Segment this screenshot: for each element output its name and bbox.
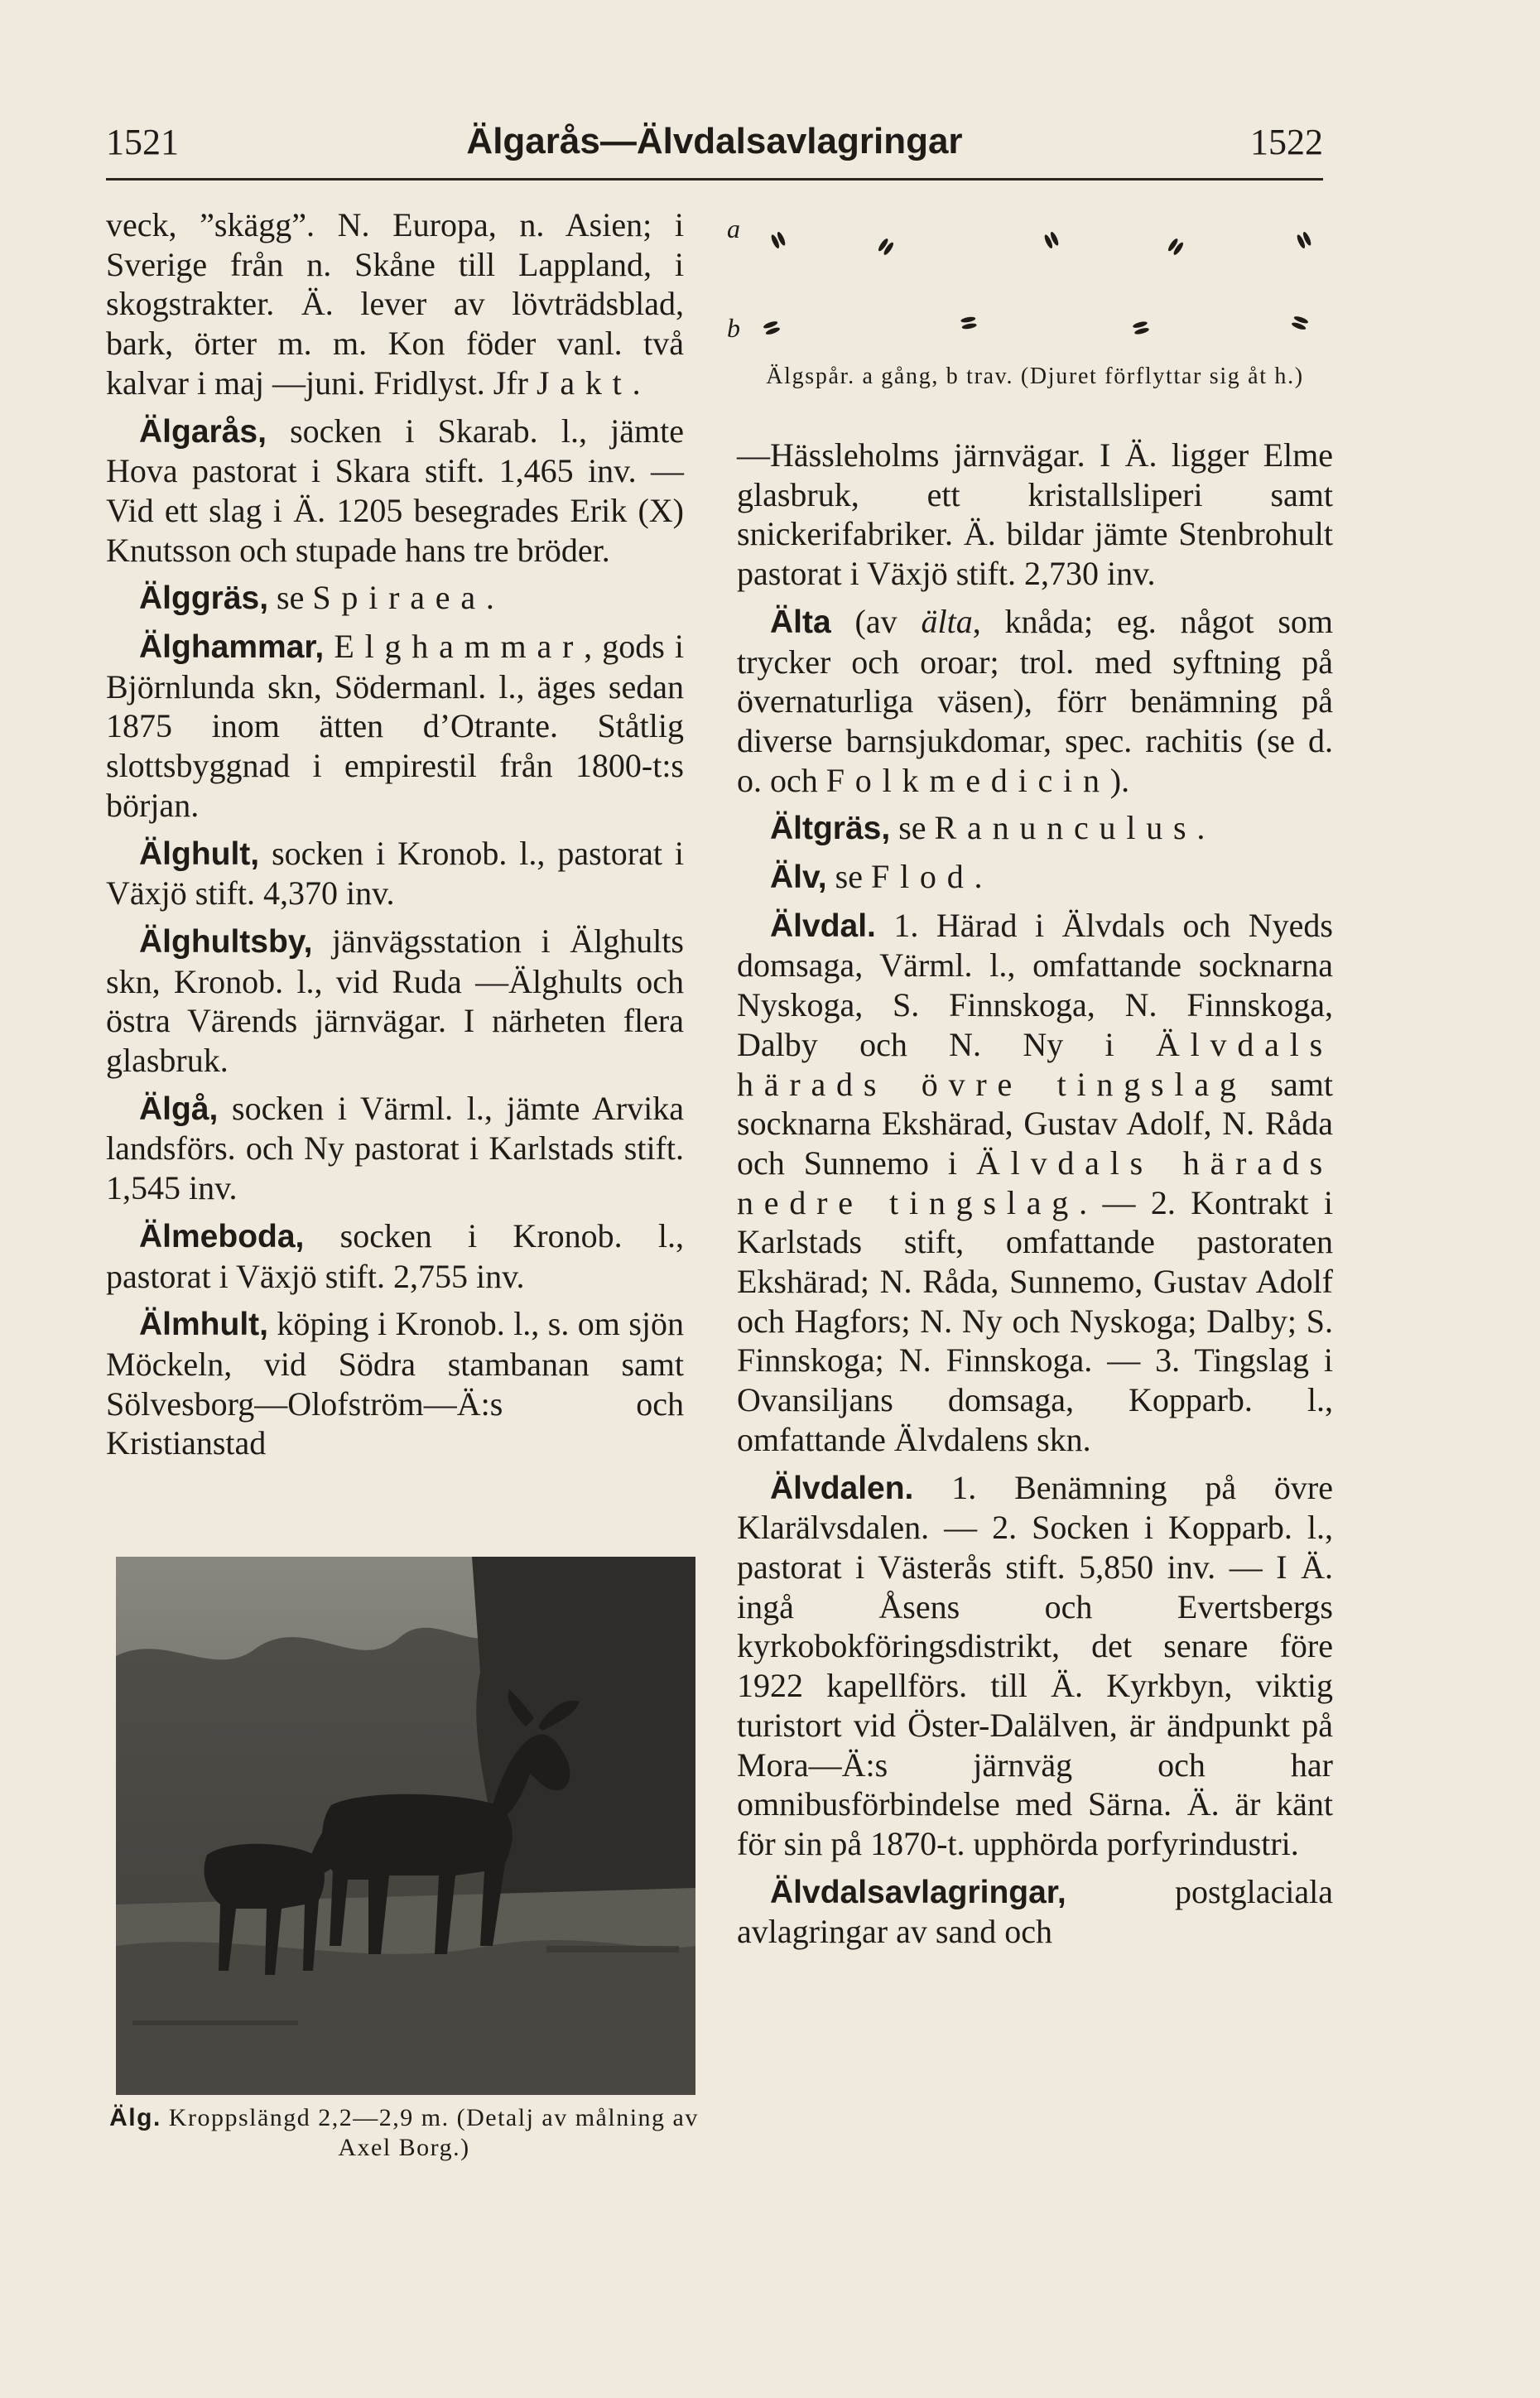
track-print-b1 [763, 320, 781, 335]
entry-almeboda: Älmeboda, socken i Kronob. l., pastorat i Växjö stift. 2,755 inv. [106, 1216, 684, 1295]
page-number-right: 1522 [1250, 122, 1323, 162]
entry-continuation: —Hässleholms järnvägar. I Ä. ligger Elme glasbruk, ett kristallsliperi samt snickerifabriker. Ä. bildar jämte Stenbrohult pastorat i Växjö stift. 2,730 inv. [737, 436, 1333, 593]
headword: Älggräs, [139, 580, 269, 617]
headword: Älvdalsavlagringar, [770, 1874, 1066, 1910]
entry-alvdal: Älvdal. 1. Härad i Älvdals och Nyeds domsaga, Värml. l., omfattande socknarna Nyskoga, S. Finnskoga, N. Finnskoga, Dalby och N. Ny i Älvdals härads övre tingslag samt socknarna Ekshärad, Gustav Adolf, N. Råda och Sunnemo i Älvdals härads nedre tingslag. — 2. Kontrakt i Karlstads stift, omfattande pastoraten Ekshärad; N. Råda, Sunnemo, Gustav Adolf och Hagfors; N. Ny och Nyskoga; Dalby; S. Finnskoga; N. Finnskoga. — 3. Tingslag i Ovansiljans domsaga, Kopparb. l., omfattande Älvdalens skn. [737, 906, 1333, 1458]
track-print-a3 [1043, 231, 1060, 249]
track-print-b3 [1132, 320, 1149, 335]
entry-alv: Älv, se Flod. [770, 858, 983, 896]
entry-continuation: veck, ”skägg”. N. Europa, n. Asien; i Sverige från n. Skåne till Lappland, i skogstrakter. Ä. lever av lövträdsblad, bark, örter m. m. Kon föder vanl. två kalvar i maj —juni. Fridlyst. Jfr Jakt. [106, 206, 684, 402]
page-number-left: 1521 [106, 122, 179, 162]
headword: Ältgräs, [770, 811, 891, 847]
entry-alghult: Älghult, socken i Kronob. l., pastorat i Växjö stift. 4,370 inv. [106, 834, 684, 912]
track-label-b: b [727, 313, 740, 343]
track-print-a1 [770, 231, 787, 249]
running-title: Älgarås—Älvdalsavlagringar [466, 121, 963, 161]
headword: Älmhult, [139, 1307, 268, 1343]
track-prints [720, 205, 1333, 363]
entry-alvdalen: Älvdalen. 1. Benämning på övre Klarälvsdalen. — 2. Socken i Kopparb. l., pastorat i Västerås stift. 5,850 inv. — I Ä. ingå Åsens och Evertsbergs kyrkobokföringsdistrikt, det senare före 1922 kapellförs. till Ä. Kyrkbyn, viktig turistort vid Öster-Dalälven, är ändpunkt på Mora—Ä:s järnväg och har omnibusförbindelse med Särna. Ä. är känt för sin på 1870-t. upphörda porfyrindustri. [737, 1468, 1333, 1862]
headword: Älvdal. [770, 908, 876, 944]
entry-algaras: Älgarås, socken i Skarab. l., jämte Hova pastorat i Skara stift. 1,465 inv. — Vid ett slag i Ä. 1205 besegrades Erik (X) Knutsson och stupade hans tre bröder. [106, 412, 684, 569]
left-column [106, 205, 684, 1471]
headword: Älmeboda, [139, 1218, 305, 1254]
entry-alvdalsavlagringar: Älvdalsavlagringar, postglaciala avlagringar av sand och [737, 1872, 1333, 1951]
headword: Älgå, [139, 1091, 219, 1127]
page-header [106, 116, 1323, 174]
track-print-b4 [1291, 315, 1309, 330]
track-print-a2 [877, 238, 895, 257]
entry-almhult: Älmhult, köping i Kronob. l., s. om sjön Möckeln, vid Södra stambanan samt Sölvesborg—Olofström—Ä:s och Kristianstad [106, 1305, 684, 1462]
track-print-a4 [1167, 238, 1185, 257]
entry-alghultsby: Älghultsby, jänvägsstation i Älghults skn, Kronob. l., vid Ruda —Älghults och östra Värends järnvägar. I närheten flera glasbruk. [106, 922, 684, 1080]
headword: Älvdalen. [770, 1470, 914, 1506]
right-column [737, 436, 1333, 1960]
entry-alga: Älgå, socken i Värml. l., jämte Arvika landsförs. och Ny pastorat i Karlstads stift. 1,545 inv. [106, 1089, 684, 1207]
entry-alggras: Älggräs, se Spiraea. [139, 579, 494, 617]
track-label-a: a [727, 214, 740, 243]
track-print-a5 [1296, 231, 1312, 249]
moose-illustration [116, 1557, 695, 2095]
tracks-caption: Älgspår. a gång, b trav. (Djuret förflyttar sig åt h.) [766, 364, 1304, 389]
headword: Älghult, [139, 835, 260, 872]
figure-caption: Älg. Kroppslängd 2,2—2,9 m. (Detalj av målning av Axel Borg.) [109, 2104, 699, 2161]
headword: Älv, [770, 860, 827, 896]
track-print-b2 [960, 316, 977, 330]
headword: Älta [770, 604, 831, 640]
moose-tracks-figure [720, 205, 1333, 429]
headword: Älghultsby, [139, 923, 313, 960]
entry-alghammar: Älghammar, Elghammar, gods i Björnlunda skn, Södermanl. l., äges sedan 1875 inom ätten d’Otrante. Ståtlig slottsbyggnad i empirestil från 1800-t:s början. [106, 628, 685, 824]
moose-painting [116, 1557, 695, 2095]
entry-alta: Älta (av älta, knåda; eg. något som trycker och oroar; trol. med syftning på övernaturliga väsen), förr benämning på diverse barnsjukdomar, spec. rachitis (se d. o. och Folkmedicin). [737, 602, 1334, 799]
entry-altgras: Ältgräs, se Ranunculus. [770, 809, 1206, 847]
headword: Älgarås, [139, 413, 267, 450]
headword: Älghammar, [139, 629, 325, 666]
header-rule [106, 178, 1323, 181]
